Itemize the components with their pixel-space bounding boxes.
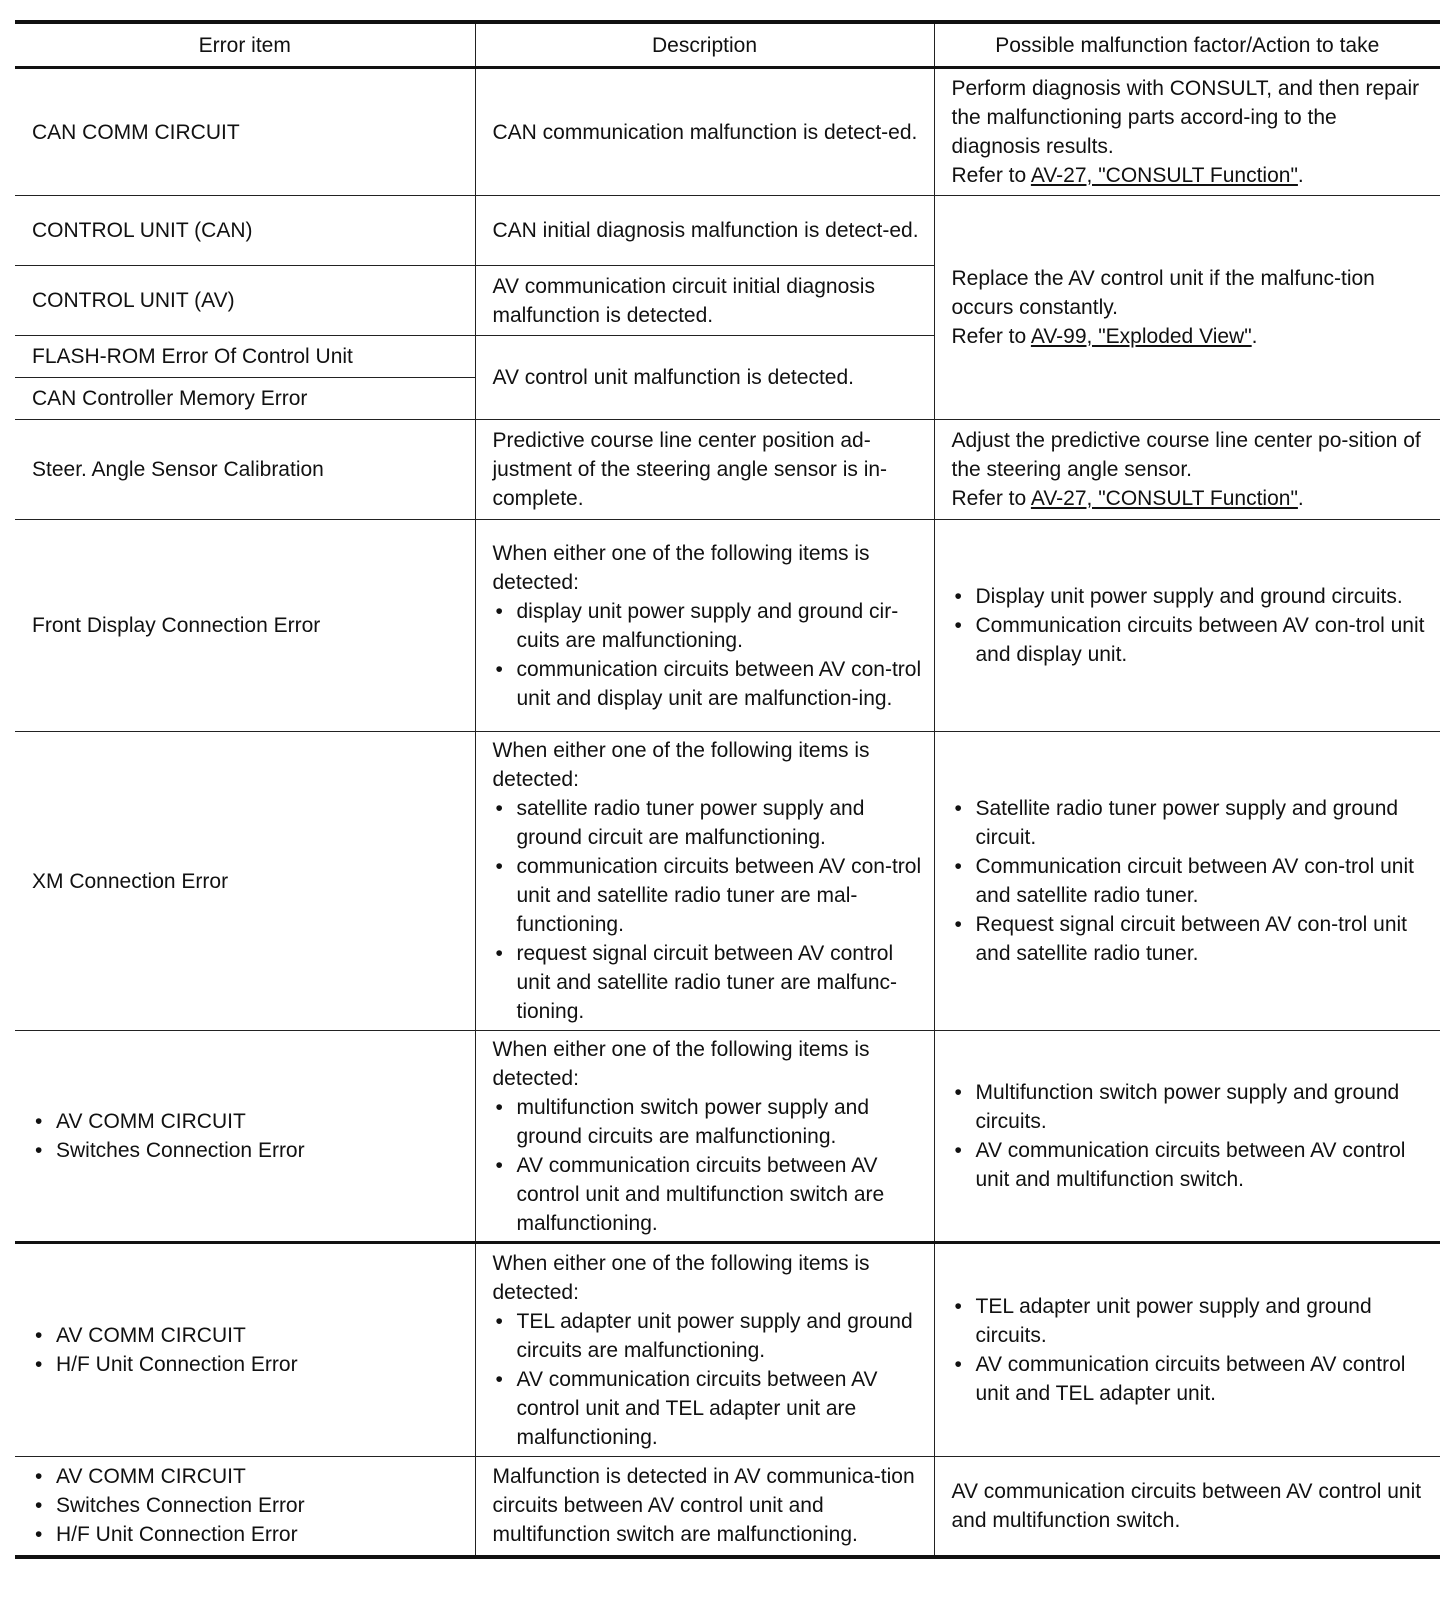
list-item: • H/F Unit Connection Error (32, 1520, 465, 1549)
description-intro: When either one of the following items is detected: (492, 541, 870, 594)
header-error-item: Error item (15, 22, 475, 68)
error-item-cell: Steer. Angle Sensor Calibration (15, 420, 475, 520)
action-cell (934, 420, 1440, 520)
list-item: • Satellite radio tuner power supply and ground circuit. (952, 794, 1431, 852)
action-text: Replace the AV control unit if the malfunc-tion occurs constantly. (951, 267, 1375, 319)
error-item-table (15, 20, 1440, 1559)
list-item: • display unit power supply and ground cir-cuits are malfunctioning. (493, 597, 924, 655)
reference-link[interactable]: AV-27, "CONSULT Function" (1030, 164, 1298, 187)
list-item: • multifunction switch power supply and ground circuits are malfunctioning. (493, 1093, 924, 1151)
description-cell: CAN initial diagnosis malfunction is detect-ed. (475, 196, 934, 266)
error-item-bullet-list (32, 1321, 465, 1379)
description-cell: AV communication circuit initial diagnosis malfunction is detected. (475, 266, 934, 336)
action-cell (934, 68, 1440, 196)
action-cell (934, 196, 1440, 420)
list-item: • Request signal circuit between AV con-trol unit and satellite radio tuner. (952, 910, 1431, 968)
description-cell: Predictive course line center position ad-justment of the steering angle sensor is in-complete. (475, 420, 934, 520)
list-item: • AV communication circuits between AV control unit and multifunction switch. (952, 1136, 1431, 1194)
error-item-cell (15, 1031, 475, 1243)
action-text: Perform diagnosis with CONSULT, and then repair the malfunctioning parts accord-ing to the diagnosis results. (951, 77, 1420, 158)
description-cell (475, 1243, 934, 1457)
reference-link[interactable]: AV-99, "Exploded View" (1030, 325, 1252, 348)
error-item-cell: CONTROL UNIT (CAN) (15, 196, 475, 266)
refer-label: Refer to (951, 325, 1027, 348)
refer-end: . (1297, 164, 1304, 187)
list-item: • Switches Connection Error (32, 1136, 465, 1165)
description-cell (475, 1031, 934, 1243)
error-item-cell: CAN COMM CIRCUIT (15, 68, 475, 196)
refer-label: Refer to (951, 487, 1027, 510)
description-bullet-list (493, 794, 924, 1026)
action-cell: AV communication circuits between AV control unit and multifunction switch. (934, 1457, 1440, 1557)
table-row (15, 196, 1440, 266)
error-item-table-page (15, 20, 1440, 1559)
error-item-cell: FLASH-ROM Error Of Control Unit (15, 336, 475, 378)
action-cell (934, 520, 1440, 732)
action-cell (934, 1031, 1440, 1243)
table-row (15, 1457, 1440, 1557)
list-item: • communication circuits between AV con-trol unit and satellite radio tuner are mal-functioning. (493, 852, 924, 939)
description-cell (475, 732, 934, 1031)
description-cell (475, 520, 934, 732)
list-item: • Multifunction switch power supply and ground circuits. (952, 1078, 1431, 1136)
description-intro: When either one of the following items is detected: (492, 1251, 870, 1304)
description-bullet-list (493, 597, 924, 713)
error-item-cell: XM Connection Error (15, 732, 475, 1031)
error-item-cell (15, 1243, 475, 1457)
list-item: • Communication circuits between AV con-trol unit and display unit. (952, 611, 1431, 669)
list-item: • Communication circuit between AV con-trol unit and satellite radio tuner. (952, 852, 1431, 910)
action-bullet-list (952, 582, 1431, 669)
error-item-cell: CONTROL UNIT (AV) (15, 266, 475, 336)
action-cell (934, 1243, 1440, 1457)
description-cell: Malfunction is detected in AV communica-tion circuits between AV control unit and multifunction switch are malfunctioning. (475, 1457, 934, 1557)
list-item: • Display unit power supply and ground circuits. (952, 582, 1431, 611)
header-action: Possible malfunction factor/Action to take (934, 22, 1440, 68)
table-row (15, 1031, 1440, 1243)
action-text: Adjust the predictive course line center po-sition of the steering angle sensor. (951, 429, 1421, 481)
description-intro: When either one of the following items is detected: (492, 1037, 870, 1090)
refer-label: Refer to (951, 164, 1027, 187)
action-bullet-list (952, 1078, 1431, 1194)
error-item-cell: Front Display Connection Error (15, 520, 475, 732)
list-item: • H/F Unit Connection Error (32, 1350, 465, 1379)
list-item: • AV communication circuits between AV control unit and multifunction switch are malfunctioning. (493, 1151, 924, 1238)
table-row (15, 68, 1440, 196)
description-intro: When either one of the following items is detected: (492, 739, 870, 791)
action-cell (934, 732, 1440, 1031)
error-item-cell: CAN Controller Memory Error (15, 378, 475, 420)
list-item: • AV COMM CIRCUIT (32, 1107, 465, 1136)
list-item: • TEL adapter unit power supply and ground circuits. (952, 1292, 1431, 1350)
list-item: • TEL adapter unit power supply and ground circuits are malfunctioning. (493, 1307, 924, 1365)
list-item: • communication circuits between AV con-trol unit and display unit are malfunction-ing. (493, 655, 924, 713)
header-description: Description (475, 22, 934, 68)
table-row (15, 1243, 1440, 1457)
list-item: • AV COMM CIRCUIT (32, 1462, 465, 1491)
description-bullet-list (493, 1307, 924, 1452)
table-row (15, 732, 1440, 1031)
description-cell: CAN communication malfunction is detect-ed. (475, 68, 934, 196)
list-item: • AV communication circuits between AV control unit and TEL adapter unit are malfunctioning. (493, 1365, 924, 1452)
error-item-cell (15, 1457, 475, 1557)
list-item: • Switches Connection Error (32, 1491, 465, 1520)
list-item: • satellite radio tuner power supply and ground circuit are malfunctioning. (493, 794, 924, 852)
reference-link[interactable]: AV-27, "CONSULT Function" (1030, 487, 1298, 510)
action-bullet-list (952, 794, 1431, 968)
table-row (15, 420, 1440, 520)
description-bullet-list (493, 1093, 924, 1238)
list-item: • AV COMM CIRCUIT (32, 1321, 465, 1350)
table-header-row (15, 22, 1440, 68)
table-row (15, 520, 1440, 732)
error-item-bullet-list (32, 1462, 465, 1549)
refer-end: . (1297, 487, 1304, 510)
action-bullet-list (952, 1292, 1431, 1408)
list-item: • request signal circuit between AV control unit and satellite radio tuner are malfunc-tioning. (493, 939, 924, 1026)
refer-end: . (1251, 325, 1258, 348)
list-item: • AV communication circuits between AV control unit and TEL adapter unit. (952, 1350, 1431, 1408)
description-cell: AV control unit malfunction is detected. (475, 336, 934, 420)
error-item-bullet-list (32, 1107, 465, 1165)
